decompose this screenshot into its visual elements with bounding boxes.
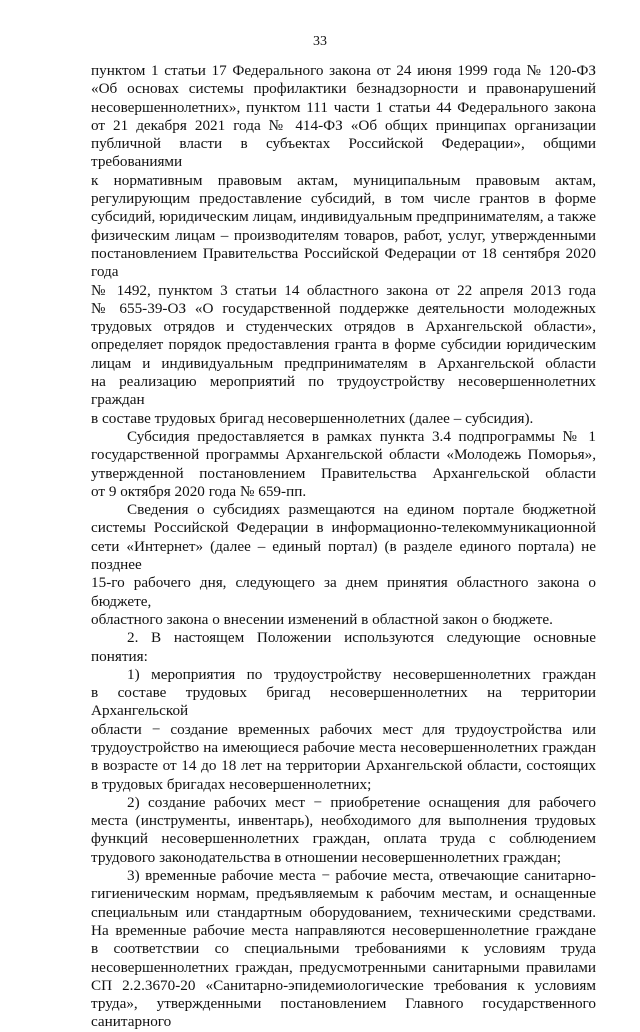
text-line: системы Российской Федерации в информационно-телекоммуникационной: [91, 519, 596, 537]
text-line: труда», утвержденными постановлением Главного государственного санитарного: [91, 995, 596, 1031]
text-line: Субсидия предоставляется в рамках пункта 3.4 подпрограммы № 1: [127, 427, 596, 445]
text-line: в составе трудовых бригад несовершеннолетних на территории Архангельской: [91, 684, 596, 720]
text-line: в составе трудовых бригад несовершеннолетних (далее – субсидия).: [91, 409, 534, 427]
text-line: публичной власти в субъектах Российской Федерации», общими требованиями: [91, 135, 596, 171]
text-line: 15-го рабочего дня, следующего за днем принятия областного закона о бюджете,: [91, 574, 596, 610]
text-line: 1) мероприятия по трудоустройству несовершеннолетних граждан: [127, 665, 596, 683]
text-line: к нормативным правовым актам, муниципальным правовым актам,: [91, 171, 596, 189]
text-line: СП 2.2.3670-20 «Санитарно-эпидемиологические требования к условиям: [91, 976, 596, 994]
text-line: функций несовершеннолетних граждан, оплата труда с соблюдением: [91, 830, 596, 848]
text-line: 2) создание рабочих мест − приобретение оснащения для рабочего: [127, 793, 596, 811]
text-line: от 9 октября 2020 года № 659-пп.: [91, 482, 307, 500]
text-line: определяет порядок предоставления гранта в форме субсидии юридическим: [91, 336, 596, 354]
text-line: физическим лицам – производителям товаров, работ, услуг, утвержденными: [91, 226, 596, 244]
text-line: трудовых отрядов и студенческих отрядов в Архангельской области»,: [91, 318, 596, 336]
text-line: субсидий, юридическим лицам, индивидуальным предпринимателям, а также: [91, 208, 596, 226]
text-line: на реализацию мероприятий по трудоустройству несовершеннолетних граждан: [91, 373, 596, 409]
text-line: регулирующим предоставление субсидий, в том числе грантов в форме: [91, 190, 596, 208]
text-line: специальным или стандартным оборудованием, техническими средствами.: [91, 903, 596, 921]
text-line: несовершеннолетних», пунктом 111 части 1 статьи 44 Федерального закона: [91, 98, 596, 116]
text-line: трудового законодательства в отношении несовершеннолетних граждан;: [91, 848, 562, 866]
text-line: в соответствии со специальными требованиями к условиям труда: [91, 940, 596, 958]
text-line: гигиеническим нормам, предъявляемым к рабочим местам, и оснащенные: [91, 885, 596, 903]
text-line: пунктом 1 статьи 17 Федерального закона от 24 июня 1999 года № 120-ФЗ: [91, 62, 596, 79]
text-line: На временные рабочие места направляются несовершеннолетние граждане: [91, 921, 596, 939]
text-line: постановлением Правительства Российской Федерации от 18 сентября 2020 года: [91, 244, 596, 281]
text-line: Сведения о субсидиях размещаются на едином портале бюджетной: [127, 501, 596, 519]
text-line: «Об основах системы профилактики безнадзорности и правонарушений: [91, 80, 596, 98]
text-line: трудоустройство на имеющиеся рабочие места несовершеннолетних граждан: [91, 738, 596, 756]
page-number: 33: [313, 34, 327, 49]
text-line: 3) временные рабочие места − рабочие места, отвечающие санитарно-: [127, 867, 596, 885]
text-line: несовершеннолетних граждан, предусмотренными санитарными правилами: [91, 958, 596, 976]
text-line: областного закона о внесении изменений в областной закон о бюджете.: [91, 610, 553, 628]
text-line: лицам и индивидуальным предпринимателям в Архангельской области: [91, 354, 596, 372]
text-line: № 1492, пунктом 3 статьи 14 областного закона от 22 апреля 2013 года: [91, 281, 596, 299]
text-line: государственной программы Архангельской области «Молодежь Поморья»,: [91, 446, 596, 464]
text-line: от 21 декабря 2021 года № 414-ФЗ «Об общих принципах организации: [91, 116, 596, 134]
text-line: сети «Интернет» (далее – единый портал) (в разделе единого портала) не позднее: [91, 537, 596, 574]
document-body: [91, 62, 596, 1032]
text-line: в трудовых бригадах несовершеннолетних;: [91, 775, 372, 793]
text-line: места (инструменты, инвентарь), необходимого для выполнения трудовых: [91, 812, 596, 830]
text-line: в возрасте от 14 до 18 лет на территории Архангельской области, состоящих: [91, 757, 596, 775]
text-line: утвержденной постановлением Правительства Архангельской области: [91, 464, 596, 482]
text-line: области − создание временных рабочих мест для трудоустройства или: [91, 720, 596, 738]
text-line: 2. В настоящем Положении используются следующие основные понятия:: [91, 629, 596, 665]
text-line: № 655-39-ОЗ «О государственной поддержке деятельности молодежных: [91, 299, 596, 317]
